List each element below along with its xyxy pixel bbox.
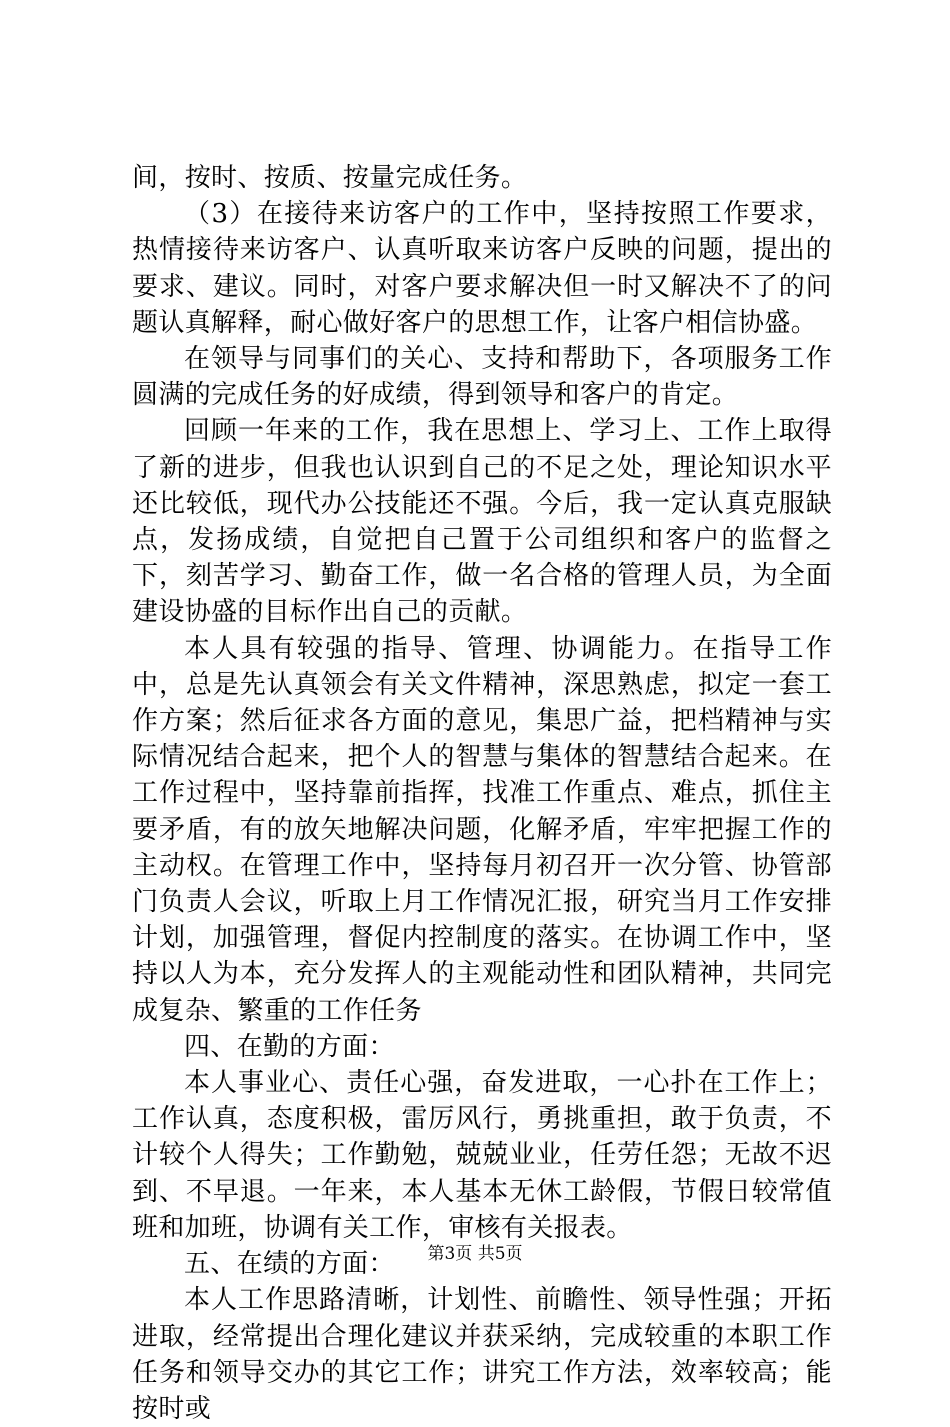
section-heading-diligence: 四、在勤的方面： [184, 1031, 395, 1062]
page-number: 第3页 共5页 [427, 1244, 523, 1264]
section-heading-performance: 五、在绩的方面： [184, 1249, 395, 1280]
paragraph-management-ability: 本人具有较强的指导、管理、协调能力。在指导工作中，总是先认真领会有关文件精神，深思熟虑，拟定一套工作方案；然后征求各方面的意见，集思广益，把档精神与实际情况结合起来，把个人的智慧与集体的智慧结合起来。在工作过程中，坚持靠前指挥，找准工作重点、难点，抓住主要矛盾，有的放矢地解决问题，化解矛盾，牢牢把握工作的主动权。在管理工作中，坚持每月初召开一次分管、协管部门负责人会议，听取上月工作情况汇报，研究当月工作安排计划，加强管理，督促内控制度的落实。在协调工作中，坚持以人为本，充分发挥人的主观能动性和团队精神，共同完成复杂、繁重的工作任务 [132, 633, 832, 1026]
paragraph-client-reception: （3）在接待来访客户的工作中，坚持按照工作要求，热情接待来访客户、认真听取来访客户反映的问题，提出的要求、建议。同时，对客户要求解决但一时又解决不了的问题认真解释，耐心做好客户的思想工作，让客户相信协盛。 [132, 199, 832, 338]
paragraph-year-review: 回顾一年来的工作，我在思想上、学习上、工作上取得了新的进步，但我也认识到自己的不足之处，理论知识水平还比较低，现代办公技能还不强。今后，我一定认真克服缺点，发扬成绩，自觉把自己置于公司组织和客户的监督之下，刻苦学习、勤奋工作，做一名合格的管理人员，为全面建设协盛的目标作出自己的贡献。 [132, 416, 832, 628]
paragraph-service-results: 在领导与同事们的关心、支持和帮助下，各项服务工作圆满的完成任务的好成绩，得到领导和客户的肯定。 [132, 344, 832, 411]
document-body [132, 160, 832, 1427]
paragraph-performance: 本人工作思路清晰，计划性、前瞻性、领导性强；开拓进取，经常提出合理化建议并获采纳，完成较重的本职工作任务和领导交办的其它工作；讲究工作方法，效率较高；能按时或 [132, 1285, 832, 1424]
paragraph-continuation: 间，按时、按质、按量完成任务。 [132, 163, 528, 193]
paragraph-diligence: 本人事业心、责任心强，奋发进取，一心扑在工作上；工作认真，态度积极，雷厉风行，勇挑重担，敢于负责，不计较个人得失；工作勤勉，兢兢业业，任劳任怨；无故不迟到、不早退。一年来，本人基本无休工龄假，节假日较常值班和加班，协调有关工作，审核有关报表。 [132, 1068, 832, 1243]
